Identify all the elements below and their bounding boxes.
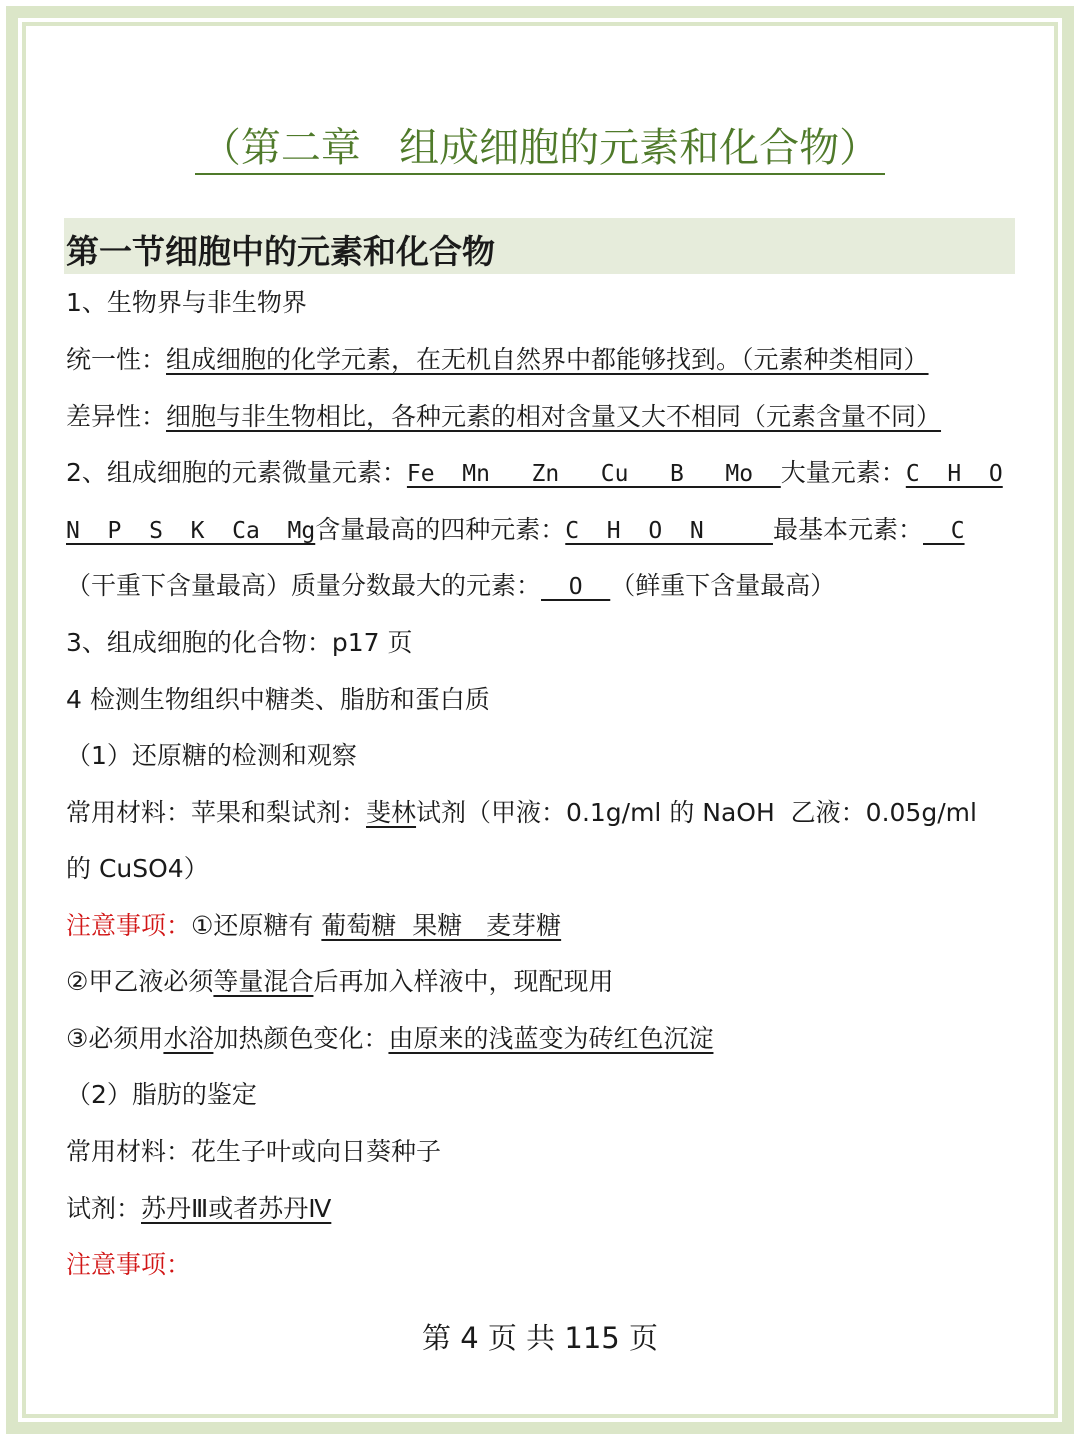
mass-fraction-note: （鲜重下含量最高）: [610, 571, 836, 600]
line-fat-heading: （2）脂肪的鉴定: [66, 1080, 257, 1109]
note-1-text: ①还原糖有: [191, 911, 322, 940]
line-note-1: [66, 910, 561, 942]
chapter-title: [0, 116, 1080, 173]
line-difference: [66, 401, 941, 433]
line-note-3: [66, 1023, 713, 1055]
reagent-detail: 试剂（甲液：0.1g/ml 的 NaOH 乙液：0.05g/ml: [416, 798, 977, 827]
line-4: 4 检测生物组织中糖类、脂肪和蛋白质: [66, 685, 490, 714]
basic-element-label: 最基本元素：: [772, 515, 923, 544]
line-note-fat: 注意事项：: [66, 1250, 192, 1279]
difference-label: 差异性：: [66, 402, 167, 431]
section-title: 第一节细胞中的元素和化合物: [66, 232, 495, 271]
line-materials-1: [66, 797, 977, 829]
reagent-2-label: 试剂：: [66, 1194, 142, 1223]
note-2-a: ②甲乙液必须: [66, 967, 214, 996]
reagent-name: 斐林: [366, 798, 417, 827]
materials-1-label: 常用材料：苹果和梨试剂：: [66, 798, 367, 827]
line-unity: [66, 344, 929, 376]
note-2-b: 等量混合: [213, 967, 314, 996]
line-materials-1-cont: 的 CuSO4）: [66, 854, 209, 883]
note-2-c: 后再加入样液中，现配现用: [313, 967, 614, 996]
major-elements-list-end: N P S K Ca Mg: [66, 518, 316, 544]
line-note-2: [66, 966, 613, 998]
note-label: 注意事项：: [66, 911, 192, 940]
page-number: 第 4 页 共 115 页: [422, 1321, 658, 1355]
difference-text: 细胞与非生物相比，各种元素的相对含量又大不相同（元素含量不同）: [166, 402, 942, 431]
line-3: 3、组成细胞的化合物：p17 页: [66, 628, 413, 657]
reagent-2-value: 苏丹Ⅲ或者苏丹Ⅳ: [141, 1194, 332, 1223]
line-elements: [66, 457, 1003, 490]
major-elements-list-start: C H O: [905, 461, 1003, 487]
line-elements-2: [66, 514, 965, 547]
line-1: 1、生物界与非生物界: [66, 288, 307, 317]
note-3-a: ③必须用: [66, 1024, 164, 1053]
unity-text: 组成细胞的化学元素，在无机自然界中都能够找到。（元素种类相同）: [166, 345, 929, 374]
line-materials-2: 常用材料：花生子叶或向日葵种子: [66, 1137, 442, 1166]
chapter-title-text: （第二章 组成细胞的元素和化合物）: [195, 125, 885, 175]
trace-elements-label: 2、组成细胞的元素微量元素：: [66, 458, 407, 487]
unity-label: 统一性：: [66, 345, 167, 374]
top-four-label: 含量最高的四种元素：: [315, 515, 566, 544]
note-3-d: 由原来的浅蓝变为砖红色沉淀: [388, 1024, 714, 1053]
trace-elements-list: Fe Mn Zn Cu B Mo: [406, 461, 781, 487]
line-mass-fraction: [66, 570, 835, 603]
mass-fraction-value: O: [541, 574, 611, 600]
basic-element-value: C: [923, 518, 965, 544]
line-reducing-sugar-heading: （1）还原糖的检测和观察: [66, 741, 357, 770]
mass-fraction-label: （干重下含量最高）质量分数最大的元素：: [66, 571, 542, 600]
note-3-b: 水浴: [163, 1024, 214, 1053]
line-reagent-2: [66, 1193, 331, 1225]
note-3-c: 加热颜色变化：: [213, 1024, 389, 1053]
major-elements-label: 大量元素：: [780, 458, 906, 487]
sugar-list: 葡萄糖 果糖 麦芽糖: [321, 911, 562, 940]
top-four-list: C H O N: [565, 518, 773, 544]
